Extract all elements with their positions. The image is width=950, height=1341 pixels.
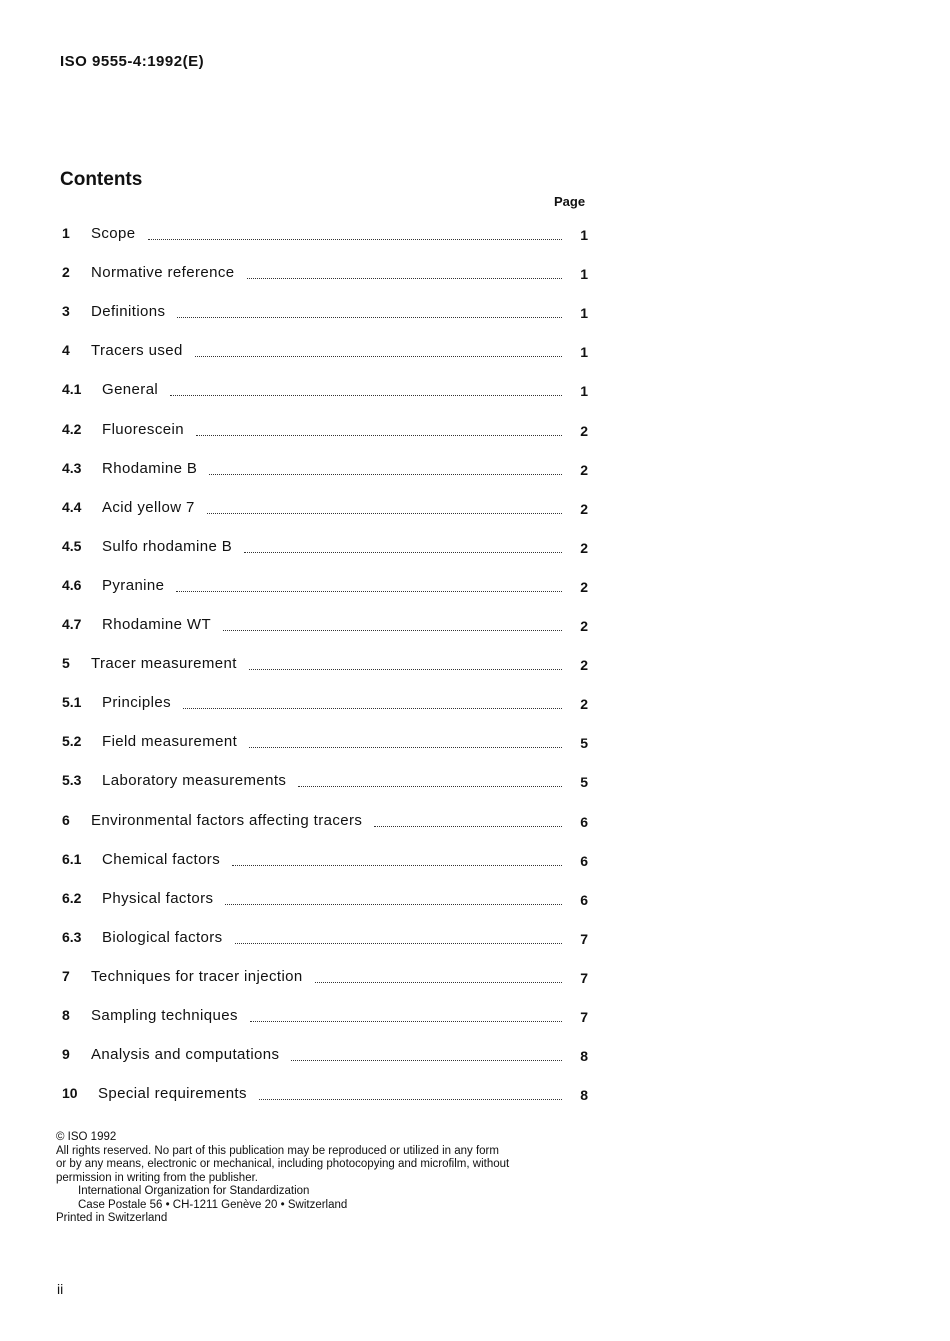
toc-entry-label: Fluorescein — [102, 421, 184, 438]
toc-leader-dots — [195, 354, 562, 357]
toc-leader-dots — [232, 863, 562, 866]
toc-leader-dots — [223, 628, 562, 631]
toc-entry-page: 2 — [580, 579, 588, 595]
toc-entry-page: 2 — [580, 657, 588, 673]
toc-entry-label: Field measurement — [102, 733, 238, 750]
toc-entry — [62, 890, 592, 912]
toc-entry-label: Rhodamine B — [102, 460, 198, 477]
toc-entry-page: 2 — [580, 540, 588, 556]
toc-entry-page: 2 — [580, 618, 588, 634]
toc-entry-number: 10 — [62, 1085, 78, 1101]
toc-entry-number: 4.7 — [62, 616, 82, 632]
toc-entry — [62, 342, 592, 364]
toc-entry-page: 2 — [580, 501, 588, 517]
toc-entry-number: 2 — [62, 264, 70, 280]
toc-leader-dots — [250, 1019, 562, 1022]
rights-line: All rights reserved. No part of this publication may be reproduced or utilized in any form — [56, 1144, 499, 1157]
toc-leader-dots — [170, 393, 562, 396]
toc-entry — [62, 655, 592, 677]
toc-entry-page: 5 — [580, 774, 588, 790]
copyright-notice — [56, 1131, 596, 1226]
toc-entry-label: Physical factors — [102, 890, 214, 907]
toc-entry — [62, 851, 592, 873]
toc-entry-label: Normative reference — [91, 264, 235, 281]
toc-leader-dots — [291, 1058, 562, 1061]
toc-leader-dots — [207, 511, 562, 514]
toc-entry — [62, 694, 592, 716]
toc-entry — [62, 421, 592, 443]
toc-entry-page: 8 — [580, 1087, 588, 1103]
toc-entry-number: 6 — [62, 812, 70, 828]
toc-entry-number: 7 — [62, 968, 70, 984]
toc-entry-number: 4.1 — [62, 381, 82, 397]
toc-entry-label: Sampling techniques — [91, 1007, 238, 1024]
toc-leader-dots — [298, 784, 562, 787]
toc-entry-label: Environmental factors affecting tracers — [91, 812, 363, 829]
toc-entry — [62, 577, 592, 599]
toc-entry — [62, 1007, 592, 1029]
toc-entry — [62, 303, 592, 325]
toc-entry-label: Definitions — [91, 303, 166, 320]
toc-entry-number: 4.2 — [62, 421, 82, 437]
toc-leader-dots — [177, 315, 562, 318]
document-id: ISO 9555-4:1992(E) — [60, 53, 205, 70]
toc-entry-label: Rhodamine WT — [102, 616, 212, 633]
toc-entry-label: Acid yellow 7 — [102, 499, 195, 516]
printed-in: Printed in Switzerland — [56, 1212, 168, 1224]
toc-entry — [62, 1046, 592, 1068]
toc-entry-page: 7 — [580, 1009, 588, 1025]
toc-entry — [62, 772, 592, 794]
toc-entry-number: 5.2 — [62, 733, 82, 749]
toc-entry-page: 2 — [580, 423, 588, 439]
toc-entry-number: 6.1 — [62, 851, 82, 867]
toc-entry-number: 9 — [62, 1046, 70, 1062]
toc-entry-page: 7 — [580, 970, 588, 986]
toc-entry-number: 8 — [62, 1007, 70, 1023]
toc-entry-number: 5.3 — [62, 772, 82, 788]
toc-entry-number: 4.3 — [62, 460, 82, 476]
toc-leader-dots — [183, 706, 562, 709]
toc-leader-dots — [225, 902, 562, 905]
toc-entry — [62, 929, 592, 951]
toc-leader-dots — [249, 745, 562, 748]
toc-entry — [62, 264, 592, 286]
toc-leader-dots — [247, 276, 562, 279]
toc-leader-dots — [235, 941, 562, 944]
toc-entry — [62, 499, 592, 521]
toc-entry-number: 4.6 — [62, 577, 82, 593]
toc-leader-dots — [196, 433, 562, 436]
toc-entry — [62, 616, 592, 638]
toc-entry-number: 6.3 — [62, 929, 82, 945]
toc-entry-page: 5 — [580, 735, 588, 751]
toc-entry-label: General — [102, 381, 159, 398]
toc-entry-number: 1 — [62, 225, 70, 241]
toc-entry — [62, 225, 592, 247]
rights-line: permission in writing from the publisher. — [56, 1171, 258, 1184]
toc-entry-label: Tracers used — [91, 342, 183, 359]
toc-leader-dots — [176, 589, 562, 592]
toc-entry-page: 7 — [580, 931, 588, 947]
toc-leader-dots — [244, 550, 562, 553]
toc-entry — [62, 968, 592, 990]
toc-leader-dots — [148, 237, 562, 240]
toc-entry-label: Principles — [102, 694, 172, 711]
toc-entry-label: Pyranine — [102, 577, 165, 594]
toc-entry-label: Sulfo rhodamine B — [102, 538, 233, 555]
toc-entry-label: Chemical factors — [102, 851, 221, 868]
rights-line: or by any means, electronic or mechanical, including photocopying and microfilm, without — [56, 1158, 510, 1170]
toc-entry-number: 6.2 — [62, 890, 82, 906]
toc-entry — [62, 460, 592, 482]
toc-entry-page: 1 — [580, 305, 588, 321]
page-number: ii — [57, 1281, 64, 1297]
toc-entry-label: Tracer measurement — [91, 655, 237, 672]
toc-entry-number: 3 — [62, 303, 70, 319]
toc-entry-page: 1 — [580, 227, 588, 243]
copyright-line: © ISO 1992 — [56, 1131, 117, 1143]
toc-leader-dots — [209, 472, 562, 475]
toc-leader-dots — [259, 1097, 562, 1100]
toc-entry-page: 6 — [580, 892, 588, 908]
toc-leader-dots — [374, 824, 562, 827]
toc-entry — [62, 381, 592, 403]
toc-entry-label: Laboratory measurements — [102, 772, 287, 789]
toc-entry-page: 1 — [580, 383, 588, 399]
organization-address: Case Postale 56 • CH-1211 Genève 20 • Switzerland — [78, 1198, 348, 1211]
toc-entry-page: 2 — [580, 462, 588, 478]
toc-entry-page: 1 — [580, 266, 588, 282]
toc-entry-page: 2 — [580, 696, 588, 712]
toc-entry-label: Analysis and computations — [91, 1046, 280, 1063]
toc-entry-number: 5 — [62, 655, 70, 671]
toc-entry-label: Techniques for tracer injection — [91, 968, 303, 985]
toc-entry-page: 8 — [580, 1048, 588, 1064]
toc-entry-label: Special requirements — [98, 1085, 247, 1102]
toc-entry — [62, 812, 592, 834]
toc-entry-label: Scope — [91, 225, 136, 242]
toc-entry-page: 1 — [580, 344, 588, 360]
page-column-heading: Page — [554, 194, 586, 209]
toc-leader-dots — [249, 667, 562, 670]
toc-entry-label: Biological factors — [102, 929, 223, 946]
contents-title: Contents — [60, 169, 143, 190]
toc-entry-number: 4.5 — [62, 538, 82, 554]
toc-entry-number: 5.1 — [62, 694, 82, 710]
toc-entry-page: 6 — [580, 853, 588, 869]
toc-entry — [62, 1085, 592, 1107]
toc-entry-page: 6 — [580, 814, 588, 830]
toc-entry-number: 4 — [62, 342, 70, 358]
toc-leader-dots — [315, 980, 562, 983]
toc-entry — [62, 733, 592, 755]
organization-name: International Organization for Standardization — [78, 1185, 310, 1197]
toc-entry-number: 4.4 — [62, 499, 82, 515]
toc-entry — [62, 538, 592, 560]
